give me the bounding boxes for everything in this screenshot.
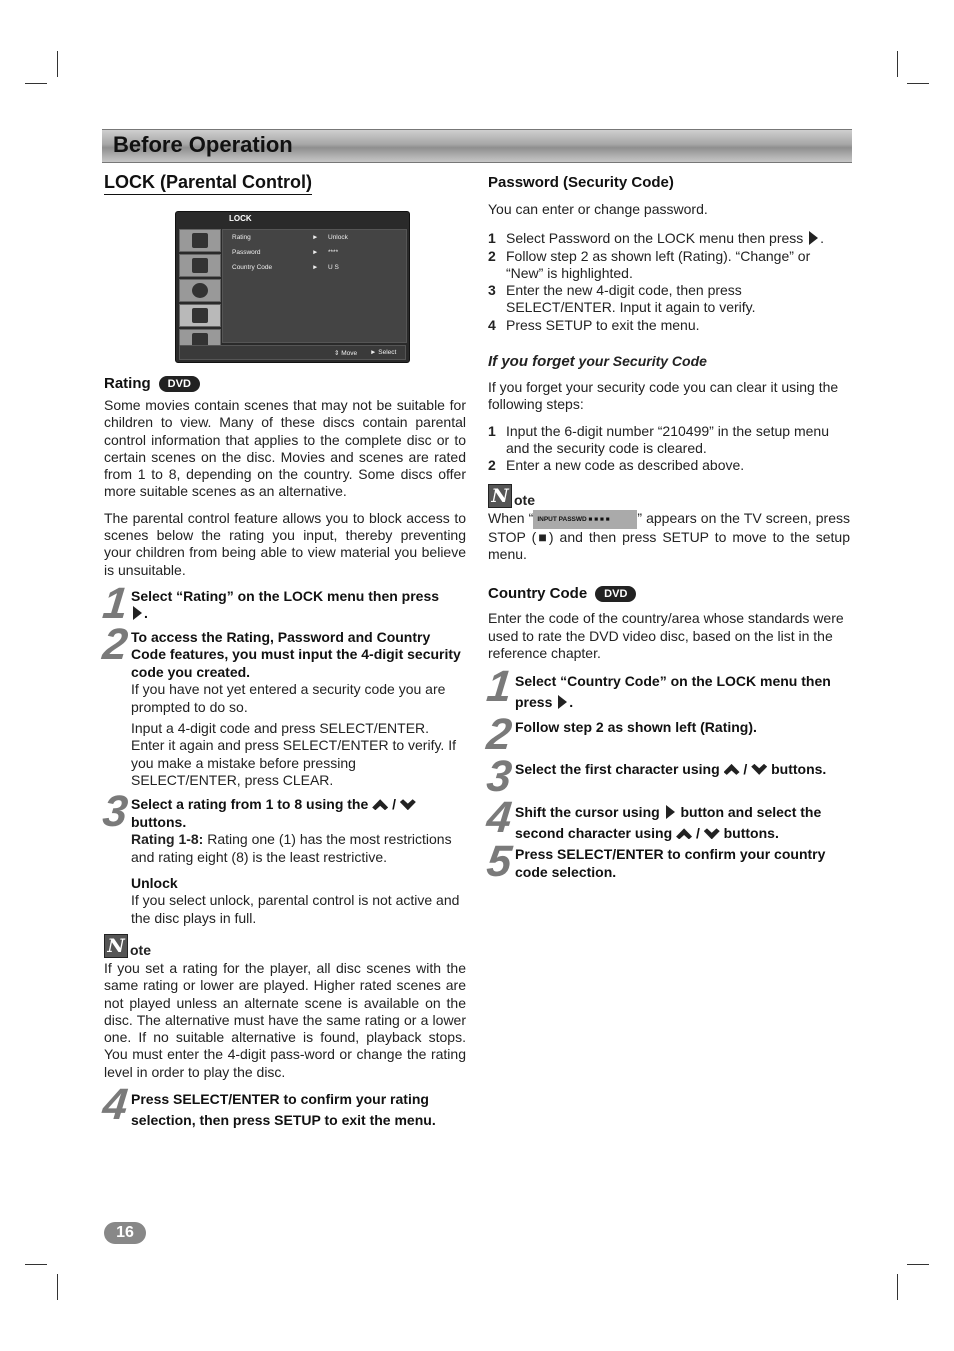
- display-tab-icon: [179, 254, 221, 277]
- dvd-badge: DVD: [595, 586, 636, 602]
- step-number: 2: [100, 619, 129, 669]
- menu-row-label: Country Code: [232, 264, 273, 271]
- up-arrow-icon: [724, 764, 740, 775]
- left-column: [104, 172, 466, 195]
- language-tab-icon: [179, 229, 221, 252]
- menu-tabs: [179, 229, 221, 354]
- step-number: 3: [484, 751, 513, 801]
- input-passwd-display: INPUT PASSWD ■ ■ ■ ■: [533, 510, 637, 529]
- step-text: If you have not yet entered a security code you are prompted to do so.: [131, 681, 446, 715]
- note-text: If you set a rating for the player, all disc scenes with the same rating or lower are played. Higher rated scenes are not played unless an alternate scene is available on the disc. The alternative must have the same rating or a lower one. If no suitable alternative is found, playback stops. You must enter the 4-digit pass-word or change the rating level in order to play the disc.: [104, 959, 466, 1080]
- list-item: 1 Input the 6-digit number “210499” in the setup menu and the security code is cleared.: [488, 422, 829, 456]
- audio-tab-icon: [179, 279, 221, 302]
- rating-section: [100, 375, 466, 1131]
- step-number: 4: [100, 1080, 129, 1130]
- crop-mark: [907, 1264, 929, 1265]
- password-steps: [488, 230, 850, 334]
- step-3: 3 Select a rating from 1 to 8 using the / buttons. Rating 1-8: Rating one (1) has the most restrictions and rating eight (8) is the least restrictive. Unlock If you select unlock, parental control is not active and the disc plays in full.: [100, 787, 460, 926]
- arrow-right-icon: [558, 695, 567, 709]
- rating-paragraph: The parental control feature allows you to block access to scenes below the rating you input, thereby preventing your children from being able to view material you believe is unsuitable.: [104, 509, 466, 578]
- forget-intro: If you forget your security code you can clear it using the following steps:: [488, 379, 839, 413]
- header-bar: [102, 129, 852, 163]
- menu-row-arrow: ►: [312, 249, 319, 256]
- list-item: 2 Enter a new code as described above.: [488, 457, 745, 474]
- down-arrow-icon: [400, 799, 416, 810]
- step-number: 2: [484, 710, 513, 760]
- up-arrow-icon: [372, 799, 388, 810]
- section-title: LOCK (Parental Control): [104, 172, 312, 195]
- note-head: N ote: [488, 484, 850, 508]
- menu-footer-select: ► Select: [370, 349, 397, 356]
- menu-row-value: ****: [328, 249, 339, 256]
- note-block: [488, 484, 850, 564]
- country-step-5: 5 Press SELECT/ENTER to confirm your country code selection.: [484, 837, 826, 887]
- password-intro: You can enter or change password.: [488, 201, 708, 217]
- step-number: 1: [484, 662, 513, 712]
- rating-title: Rating DVD: [104, 375, 466, 392]
- note-icon: N: [488, 484, 512, 508]
- down-arrow-icon: [751, 764, 767, 775]
- step-number: 3: [100, 787, 129, 837]
- list-item: 2 Follow step 2 as shown left (Rating). “Change” or “New” is highlighted.: [488, 247, 811, 281]
- country-step-3: 3 Select the first character using / buttons.: [484, 751, 827, 801]
- menu-panel: [222, 229, 407, 343]
- country-step-1: 1 Select “Country Code” on the LOCK menu then press .: [484, 662, 831, 712]
- crop-mark: [897, 51, 898, 77]
- menu-row-label: Password: [232, 249, 261, 256]
- password-title: Password (Security Code): [488, 174, 674, 191]
- step-number: 5: [484, 837, 513, 887]
- menu-footer: [179, 345, 406, 360]
- crop-mark: [907, 83, 929, 84]
- list-item: 4 Press SETUP to exit the menu.: [488, 316, 700, 333]
- country-code-title: Country Code DVD: [488, 585, 850, 602]
- list-item: 3 Enter the new 4-digit code, then press SELECT/ENTER. Input it again to verify.: [488, 282, 756, 316]
- step-2: 2 To access the Rating, Password and Country Code features, you must input the 4-digit security code you created. If you have not yet entered a security code you are prompted to do so. Input a 4-digit code and press SELECT/ENTER. Enter it again and press SELECT/ENTER to verify. If you make a mistake before pressing SELECT/ENTER, press CLEAR.: [104, 629, 466, 789]
- crop-mark: [25, 1264, 47, 1265]
- lock-tab-icon: [179, 304, 221, 327]
- note-block: [104, 934, 466, 1081]
- arrow-right-icon: [666, 805, 675, 819]
- forget-steps: [488, 423, 850, 475]
- country-step-4: 4 Shift the cursor using button and select the second character using / buttons.: [484, 793, 822, 843]
- step-number: 4: [484, 793, 513, 843]
- menu-row-arrow: ►: [312, 234, 319, 241]
- step-number: 1: [100, 578, 129, 628]
- rating-paragraph: Some movies contain scenes that may not be suitable for children to view. Many of these discs contain parental control information that applies to the complete disc or to certain scenes on the disc. Movies and scenes are rated from 1 to 8, depending on the country. Some discs offer more suitable scenes as an alternative.: [104, 397, 466, 500]
- note-head: N ote: [104, 934, 466, 958]
- page-number: 16: [104, 1222, 146, 1244]
- menu-footer-move: ⇕ Move: [334, 350, 358, 357]
- lock-menu-screen: [175, 211, 410, 363]
- crop-mark: [57, 51, 58, 77]
- list-item: 1 Select Password on the LOCK menu then press .: [488, 230, 825, 247]
- page-title: Before Operation: [113, 132, 293, 157]
- up-arrow-icon: [676, 828, 692, 839]
- step-text: Input a 4-digit code and press SELECT/ENTER. Enter it again and press SELECT/ENTER to verify. If you make a mistake before pressing SELECT/ENTER, press CLEAR.: [131, 720, 456, 788]
- country-code-intro: Enter the code of the country/area whose standards were used to rate the DVD video disc, based on the list in the reference chapter.: [488, 610, 844, 662]
- right-column: [484, 174, 850, 887]
- crop-mark: [57, 1274, 58, 1300]
- menu-row-arrow: ►: [312, 264, 319, 271]
- crop-mark: [897, 1274, 898, 1300]
- arrow-right-icon: [133, 606, 142, 620]
- down-arrow-icon: [704, 828, 720, 839]
- note-icon: N: [104, 934, 128, 958]
- dvd-badge: DVD: [159, 376, 200, 392]
- menu-row-value: U S: [328, 264, 339, 271]
- forget-title: If you forget your Security Code: [488, 353, 707, 371]
- menu-row-value: Unlock: [328, 234, 348, 241]
- country-step-2: 2 Follow step 2 as shown left (Rating).: [484, 710, 757, 760]
- menu-title: LOCK: [229, 214, 252, 223]
- menu-row-label: Rating: [232, 234, 251, 241]
- note-text: When “ INPUT PASSWD ■ ■ ■ ■ ” appears on the TV screen, press STOP (■) and then press SETUP to move to the setup menu.: [488, 509, 850, 563]
- arrow-right-icon: [809, 231, 818, 245]
- step-1: 1 Select “Rating” on the LOCK menu then press .: [100, 578, 440, 628]
- crop-mark: [25, 83, 47, 84]
- step-4: 4 Press SELECT/ENTER to confirm your rating selection, then press SETUP to exit the menu.: [100, 1080, 436, 1130]
